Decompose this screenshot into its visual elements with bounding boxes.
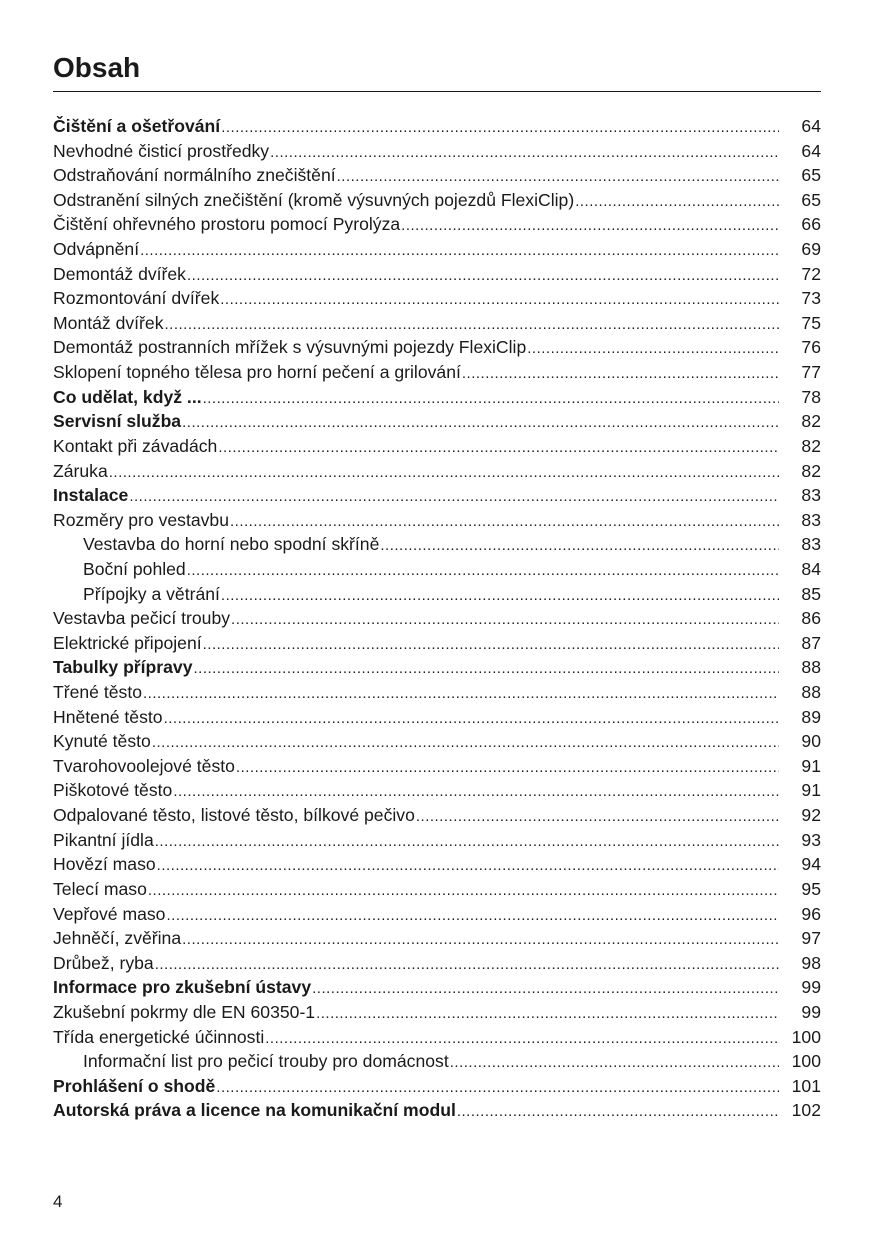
toc-entry[interactable] [53, 705, 821, 730]
dot-leader [401, 214, 779, 237]
toc-section-heading[interactable] [53, 655, 821, 680]
toc-entry-page: 66 [801, 214, 821, 235]
toc-entry-label: Montáž dvířek [53, 312, 164, 333]
table-of-contents [53, 114, 821, 1123]
toc-entry-page: 91 [801, 755, 821, 776]
toc-entry-page: 88 [801, 657, 821, 678]
toc-entry[interactable] [53, 729, 821, 754]
toc-entry[interactable] [53, 237, 821, 262]
toc-entry-label: Zkušební pokrmy dle EN 60350-1 [53, 1001, 316, 1022]
title-divider [53, 91, 821, 92]
toc-entry-page: 83 [801, 485, 821, 506]
toc-entry-page: 95 [801, 878, 821, 899]
toc-entry-label: Třída energetické účinnosti [53, 1026, 265, 1047]
toc-entry[interactable] [53, 1049, 821, 1074]
toc-entry[interactable] [53, 852, 821, 877]
toc-entry-page: 82 [801, 411, 821, 432]
toc-entry[interactable] [53, 360, 821, 385]
toc-section-heading[interactable] [53, 975, 821, 1000]
toc-entry-page: 78 [801, 386, 821, 407]
toc-entry[interactable] [53, 631, 821, 656]
toc-entry-page: 82 [801, 435, 821, 456]
toc-entry[interactable] [53, 335, 821, 360]
toc-entry[interactable] [53, 311, 821, 336]
dot-leader [416, 805, 779, 828]
toc-entry-page: 100 [791, 1051, 821, 1072]
dot-leader [457, 1100, 779, 1123]
toc-entry-label: Záruka [53, 460, 108, 481]
toc-entry-label: Čištění a ošetřování [53, 116, 221, 136]
toc-entry-label: Rozmontování dvířek [53, 288, 220, 309]
toc-entry-label: Rozměry pro vestavbu [53, 509, 230, 530]
toc-entry-label: Odpalované těsto, listové těsto, bílkové pečivo [53, 805, 415, 826]
dot-leader [221, 584, 779, 607]
toc-entry[interactable] [53, 926, 821, 951]
toc-entry-label: Autorská práva a licence na komunikační modul [53, 1100, 456, 1121]
toc-entry-page: 65 [801, 165, 821, 186]
toc-entry-page: 91 [801, 780, 821, 801]
toc-entry-label: Kynuté těsto [53, 731, 151, 752]
toc-entry[interactable] [53, 902, 821, 927]
toc-entry-label: Co udělat, když ... [53, 386, 202, 407]
toc-section-heading[interactable] [53, 385, 821, 410]
toc-entry-label: Piškotové těsto [53, 780, 173, 801]
toc-entry[interactable] [53, 188, 821, 213]
dot-leader [216, 1076, 779, 1099]
dot-leader [450, 1051, 779, 1074]
dot-leader [182, 928, 779, 951]
toc-entry-page: 99 [801, 977, 821, 998]
toc-entry-page: 65 [801, 189, 821, 210]
dot-leader [236, 756, 779, 779]
dot-leader [165, 313, 780, 336]
dot-leader [316, 1002, 779, 1025]
toc-entry-page: 69 [801, 239, 821, 260]
toc-entry-label: Třené těsto [53, 682, 142, 703]
toc-entry-label: Nevhodné čisticí prostředky [53, 140, 270, 161]
dot-leader [166, 904, 779, 927]
dot-leader [157, 854, 779, 877]
toc-entry-label: Hnětené těsto [53, 706, 163, 727]
toc-entry-page: 101 [791, 1075, 821, 1096]
toc-entry-label: Informace pro zkušební ústavy [53, 977, 312, 998]
toc-entry[interactable] [53, 286, 821, 311]
toc-entry[interactable] [53, 139, 821, 164]
toc-entry[interactable] [53, 606, 821, 631]
toc-entry-page: 85 [801, 583, 821, 604]
dot-leader [230, 510, 779, 533]
toc-entry-page: 89 [801, 706, 821, 727]
toc-entry-page: 96 [801, 903, 821, 924]
toc-entry[interactable] [53, 778, 821, 803]
toc-entry[interactable] [53, 803, 821, 828]
toc-entry[interactable] [53, 508, 821, 533]
toc-entry-page: 72 [801, 263, 821, 284]
toc-entry-page: 86 [801, 608, 821, 629]
toc-entry-page: 90 [801, 731, 821, 752]
dot-leader [265, 1027, 779, 1050]
toc-entry[interactable] [53, 163, 821, 188]
toc-entry-page: 94 [801, 854, 821, 875]
toc-entry[interactable] [53, 212, 821, 237]
toc-entry-page: 64 [801, 116, 821, 136]
toc-entry[interactable] [53, 828, 821, 853]
toc-entry-label: Drůbež, ryba [53, 952, 154, 973]
toc-entry[interactable] [53, 532, 821, 557]
toc-entry[interactable] [53, 951, 821, 976]
dot-leader [143, 682, 779, 705]
dot-leader [270, 141, 779, 164]
toc-entry[interactable] [53, 459, 821, 484]
toc-entry[interactable] [53, 582, 821, 607]
toc-entry-label: Instalace [53, 485, 129, 506]
toc-section-heading[interactable] [53, 483, 821, 508]
toc-entry-page: 92 [801, 805, 821, 826]
toc-entry-label: Boční pohled [83, 558, 186, 579]
dot-leader [187, 264, 779, 287]
toc-entry-page: 97 [801, 928, 821, 949]
toc-section-heading[interactable] [53, 114, 821, 139]
toc-entry-page: 75 [801, 312, 821, 333]
toc-entry-page: 88 [801, 682, 821, 703]
dot-leader [140, 239, 779, 262]
toc-entry[interactable] [53, 1000, 821, 1025]
toc-entry-page: 82 [801, 460, 821, 481]
dot-leader [203, 387, 779, 410]
toc-entry-label: Informační list pro pečicí trouby pro domácnost [83, 1051, 449, 1072]
dot-leader [312, 977, 779, 1000]
toc-entry-label: Kontakt při závadách [53, 435, 218, 456]
dot-leader [155, 830, 779, 853]
dot-leader [337, 165, 779, 188]
toc-entry-label: Pikantní jídla [53, 829, 154, 850]
toc-entry-page: 83 [801, 509, 821, 530]
toc-entry-label: Čištění ohřevného prostoru pomocí Pyrolýza [53, 214, 401, 235]
toc-section-heading[interactable] [53, 1074, 821, 1099]
dot-leader [231, 608, 779, 631]
dot-leader [527, 337, 779, 360]
dot-leader [182, 411, 779, 434]
toc-entry[interactable] [53, 1025, 821, 1050]
page-title: Obsah [53, 52, 141, 83]
dot-leader [152, 731, 779, 754]
toc-entry-label: Vestavba pečicí trouby [53, 608, 231, 629]
toc-entry-label: Jehněčí, zvěřina [53, 928, 182, 949]
dot-leader [218, 436, 779, 459]
toc-entry-page: 102 [791, 1100, 821, 1121]
dot-leader [203, 633, 779, 656]
toc-entry-label: Prohlášení o shodě [53, 1075, 216, 1096]
toc-entry-label: Elektrické připojení [53, 632, 202, 653]
dot-leader [380, 534, 779, 557]
dot-leader [220, 288, 779, 311]
dot-leader [173, 780, 779, 803]
toc-entry[interactable] [53, 877, 821, 902]
toc-entry-page: 83 [801, 534, 821, 555]
dot-leader [164, 707, 779, 730]
dot-leader [462, 362, 779, 385]
toc-entry[interactable] [53, 680, 821, 705]
toc-entry-label: Odstraňování normálního znečištění [53, 165, 336, 186]
toc-entry-page: 77 [801, 362, 821, 383]
toc-entry-label: Hovězí maso [53, 854, 156, 875]
dot-leader [129, 485, 779, 508]
dot-leader [194, 657, 780, 680]
toc-entry-label: Sklopení topného tělesa pro horní pečení a grilování [53, 362, 461, 383]
toc-entry[interactable] [53, 557, 821, 582]
toc-entry-page: 64 [801, 140, 821, 161]
toc-entry-label: Odstranění silných znečištění (kromě výsuvných pojezdů FlexiClip) [53, 189, 575, 210]
toc-entry[interactable] [53, 262, 821, 287]
dot-leader [575, 190, 779, 213]
toc-entry-label: Demontáž postranních mřížek s výsuvnými pojezdy FlexiClip [53, 337, 527, 358]
toc-entry-page: 100 [791, 1026, 821, 1047]
toc-entry-page: 84 [801, 558, 821, 579]
toc-entry-label: Vepřové maso [53, 903, 166, 924]
page-number: 4 [53, 1192, 63, 1211]
toc-entry-label: Demontáž dvířek [53, 263, 186, 284]
toc-entry-page: 98 [801, 952, 821, 973]
toc-entry-page: 93 [801, 829, 821, 850]
toc-entry-label: Tabulky přípravy [53, 657, 193, 678]
toc-entry-page: 87 [801, 632, 821, 653]
dot-leader [109, 461, 779, 484]
toc-entry-label: Tvarohovoolejové těsto [53, 755, 235, 776]
toc-section-heading[interactable] [53, 409, 821, 434]
toc-entry-page: 76 [801, 337, 821, 358]
toc-entry[interactable] [53, 434, 821, 459]
toc-entry-label: Vestavba do horní nebo spodní skříně [83, 534, 380, 555]
toc-entry-label: Telecí maso [53, 878, 147, 899]
toc-entry[interactable] [53, 754, 821, 779]
toc-section-heading[interactable] [53, 1098, 821, 1123]
dot-leader [155, 953, 779, 976]
toc-entry-page: 73 [801, 288, 821, 309]
toc-entry-page: 99 [801, 1001, 821, 1022]
toc-entry-label: Přípojky a větrání [83, 583, 220, 604]
dot-leader [187, 559, 779, 582]
dot-leader [221, 116, 779, 139]
dot-leader [148, 879, 779, 902]
toc-entry-label: Servisní služba [53, 411, 182, 432]
toc-entry-label: Odvápnění [53, 239, 140, 260]
